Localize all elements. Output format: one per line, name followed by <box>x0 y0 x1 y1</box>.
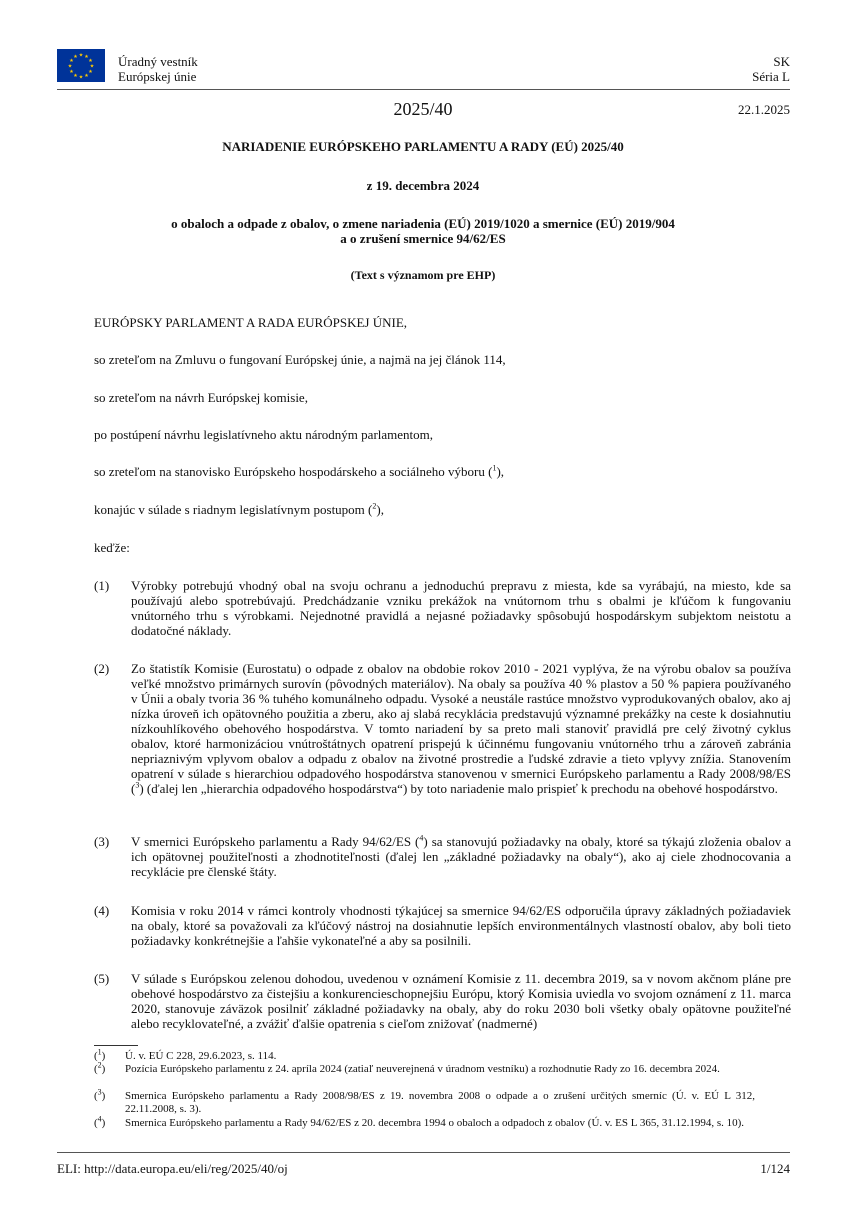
eesc-end: ), <box>496 464 505 479</box>
recital-number: (1) <box>94 578 110 593</box>
eli-link[interactable]: ELI: http://data.europa.eu/eli/reg/2025/40/oj <box>57 1161 288 1176</box>
regulation-title: NARIADENIE EURÓPSKEHO PARLAMENTU A RADY (EÚ) 2025/40 <box>222 139 624 154</box>
svg-text:★: ★ <box>88 70 93 75</box>
subject-line-1: o obaloch a odpade z obalov, o zmene nariadenia (EÚ) 2019/1020 a smernice (EÚ) 2019/904 <box>171 216 675 231</box>
journal-line-1: Úradný vestník <box>118 54 198 69</box>
footnote-separator <box>94 1045 138 1046</box>
preamble-treaty: so zreteľom na Zmluvu o fungovaní Európskej únie, a najmä na jej článok 114, <box>94 352 506 367</box>
svg-text:★: ★ <box>73 55 78 60</box>
journal-name <box>118 54 198 84</box>
procedure-text: konajúc v súlade s riadnym legislatívnym postupom ( <box>94 502 373 517</box>
footnote-text: Smernica Európskeho parlamentu a Rady 2008/98/ES z 19. novembra 2008 o odpade a o zrušení určitých smerníc (Ú. v. EÚ L 312, 22.11.2008, s. 3). <box>125 1090 755 1115</box>
eu-flag-icon <box>57 49 105 82</box>
svg-text:★: ★ <box>73 74 78 79</box>
recital-text-part-a: V smernici Európskeho parlamentu a Rady 94/62/ES ( <box>131 834 420 849</box>
svg-text:★: ★ <box>78 53 84 59</box>
footnote-text: Pozícia Európskeho parlamentu z 24. apríla 2024 (zatiaľ neuverejnená v úradnom vestníku) a rozhodnutie Rady zo 16. decembra 2024. <box>125 1063 720 1075</box>
footnote-ref-2[interactable]: 2 <box>372 501 377 511</box>
recital-text: V súlade s Európskou zelenou dohodou, uvedenou v oznámení Komisie z 11. decembra 2019, sa v novom akčnom pláne pre obehové hospodárstvo za čistejšiu a konkurencieschopnejšiu Európu, ktorý Komisia uviedla vo svojom oznámení z 11. marca 2020, stanovuje záväzok posilniť základné požiadavky na obaly, aby do roku 2030 boli všetky obaly opätovne použiteľné alebo recyklovateľné, a zvážiť ďalšie opatrenia s cieľom znižovať (nadmerné) <box>131 971 791 1031</box>
preamble-eesc-opinion <box>94 464 504 479</box>
recital-text: Komisia v roku 2014 v rámci kontroly vhodnosti týkajúcej sa smernice 94/62/ES odporučila úpravy základných požiadaviek na obaly, ktoré sa považovali za kľúčový nástroj na dosiahnutie lepších environmentálnych vlastností obalov, aby boli tieto požiadavky konkrétnejšie a ľahšie vykonateľné a aby sa posilnili. <box>131 903 791 948</box>
recital-text <box>131 661 791 796</box>
footnote-number: ($^1$) <box>94 1047 106 1062</box>
svg-text:★: ★ <box>67 64 73 70</box>
regulation-date: z 19. decembra 2024 <box>366 178 480 193</box>
series-label: Séria L <box>752 69 790 84</box>
recital-text <box>131 834 791 879</box>
svg-text:★: ★ <box>69 70 74 75</box>
footnote-number: ($^3$) <box>94 1087 106 1102</box>
recital-number: (5) <box>94 971 110 986</box>
language-code: SK <box>773 54 790 69</box>
journal-line-2: Európskej únie <box>118 69 197 84</box>
preamble-proposal: so zreteľom na návrh Európskej komisie, <box>94 390 308 405</box>
preamble-whereas: keďže: <box>94 540 130 555</box>
recital-number: (4) <box>94 903 110 918</box>
footnote-number: ($^4$) <box>94 1114 106 1129</box>
svg-text:★: ★ <box>89 64 95 70</box>
svg-text:★: ★ <box>88 59 93 64</box>
regulation-subject <box>0 216 846 246</box>
header-divider <box>57 89 790 90</box>
recital-number: (2) <box>94 661 110 676</box>
eesc-text: so zreteľom na stanovisko Európskeho hospodárskeho a sociálneho výboru ( <box>94 464 493 479</box>
page-number: 1/124 <box>760 1161 790 1176</box>
language-series <box>752 54 790 84</box>
procedure-end: ), <box>376 502 384 517</box>
recital-text: Výrobky potrebujú vhodný obal na svoju ochranu a jednoduchú prepravu z miesta, kde sa vyrábajú, na miesto, kde sa používajú alebo spotrebúvajú. Predchádzanie vzniku prekážok na vnútornom trhu s obalmi je kľúčom k fungovaniu vnútorného trhu s výrobkami. Nejednotné pravidlá a nejasné požiadavky spôsobujú hospodárskym subjektom neistotu a dodatočné náklady. <box>131 578 791 638</box>
preamble-national-parliaments: po postúpení návrhu legislatívneho aktu národným parlamentom, <box>94 427 434 442</box>
publication-date: 22.1.2025 <box>738 102 790 117</box>
svg-text:★: ★ <box>69 59 74 64</box>
footnote-ref-4[interactable]: 4 <box>419 833 424 843</box>
eea-relevance: (Text s významom pre EHP) <box>350 268 496 282</box>
recital-text-part-a: Zo štatistík Komisie (Eurostatu) o odpade z obalov na obdobie rokov 2010 - 2021 vyplýva, že na výrobu obalov sa používa veľké množstvo primárnych surovín (pôvodných materiálov). Na obaly sa používa 40 % plastov a 50 % papiera používaného v Únii a obaly tvoria 36 % tuhého komunálneho odpadu. Vysoké a neustále rastúce množstvo vyprodukovaných obalov, ako aj nízka úroveň ich opätovného použitia a zberu, ako aj slabá recyklácia predstavujú významné prekážky na ceste k dosiahnutiu nízkouhlíkového obehového hospodárstva. V tomto nariadení by sa preto mali stanoviť pravidlá pre celý životný cyklus obalov, ktoré harmonizáciou vnútroštátnych opatrení prispejú k účinnému fungovaniu vnútorného trhu a zároveň zabránia nepriaznivým vplyvom obalov a odpadu z obalov na životné prostredie a ľudské zdravie a tieto vplyvy znížia. Stanovením opatrení v súlade s hierarchiou odpadového hospodárstva stanovenou v smernici Európskeho parlamentu a Rady 2008/98/ES ( <box>131 661 791 796</box>
svg-text:★: ★ <box>78 75 84 81</box>
footnote-ref-3[interactable]: 3 <box>135 780 140 790</box>
subject-line-2: a o zrušení smernice 94/62/ES <box>340 231 506 246</box>
footnote-text: Ú. v. EÚ C 228, 29.6.2023, s. 114. <box>125 1050 277 1062</box>
footer-divider <box>57 1152 790 1153</box>
footnote-text: Smernica Európskeho parlamentu a Rady 94/62/ES z 20. decembra 1994 o obaloch a odpadoch z obalov (Ú. v. ES L 365, 31.12.1994, s. 10). <box>125 1117 745 1129</box>
document-number: 2025/40 <box>393 99 453 119</box>
preamble-authors: EURÓPSKY PARLAMENT A RADA EURÓPSKEJ ÚNIE, <box>94 315 408 330</box>
footnote-ref-1[interactable]: 1 <box>492 463 497 473</box>
svg-text:★: ★ <box>84 74 89 79</box>
preamble-legislative-procedure <box>94 502 384 517</box>
recital-text-part-b: ) (ďalej len „hierarchia odpadového hospodárstva“) by toto nariadenie malo prispieť k prechodu na obehové hospodárstvo. <box>139 781 778 796</box>
svg-text:★: ★ <box>84 55 89 60</box>
footnote-number: ($^2$) <box>94 1060 106 1075</box>
recital-text-part-b: ) sa stanovujú požiadavky na obaly, ktoré sa týkajú zloženia obalov a ich opätovnej použiteľnosti a zhodnotiteľnosti (ďalej len „základné požiadavky na obaly“), ako aj ciele zhodnocovania a recyklácie pre členské štáty. <box>131 834 791 879</box>
recital-number: (3) <box>94 834 110 849</box>
